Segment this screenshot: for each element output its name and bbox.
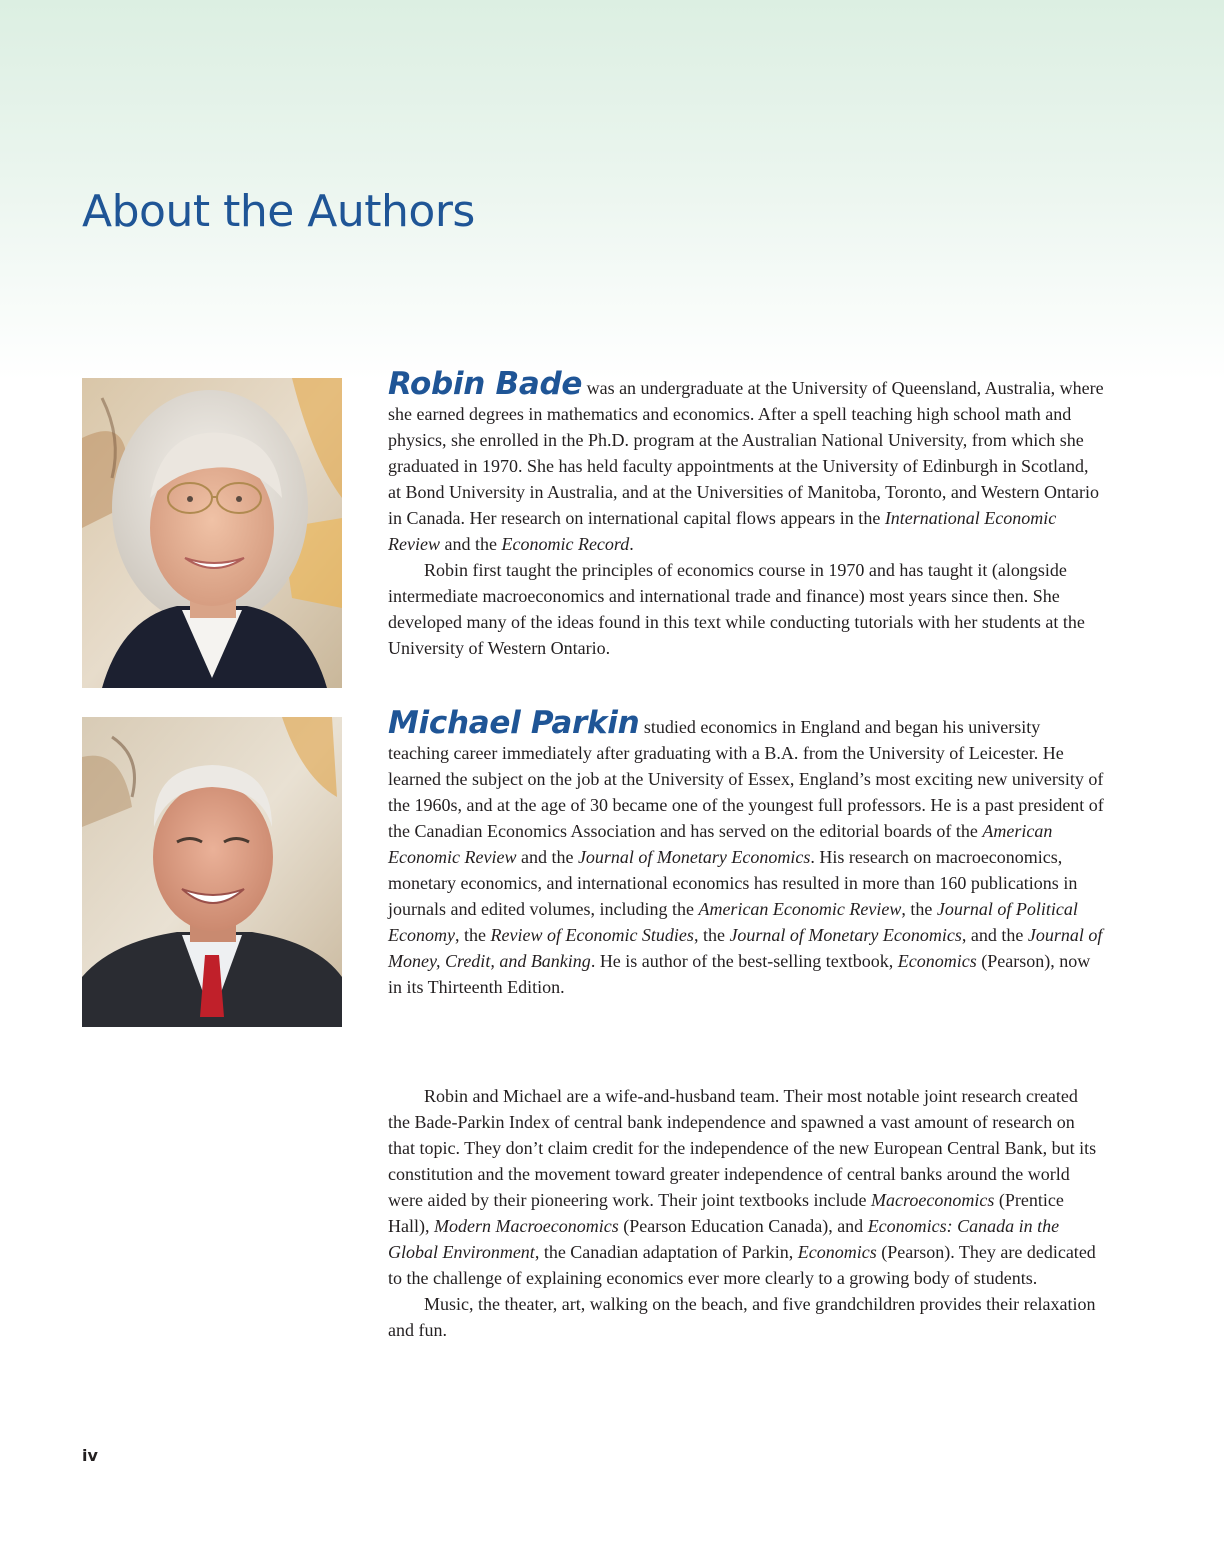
- bio-text: . He is author of the best-selling textbook,: [590, 951, 898, 971]
- bio-text: studied economics in England and began his university teaching career immediately after graduating with a B.A. from the University of Leicester. He learned the subject on the job at the University of Essex, England’s most exciting new university of the 1960s, and at the age of 30 became one of the youngest full professors. He is a past president of the Canadian Economics Association and has served on the editorial boards of the: [388, 717, 1104, 841]
- joint-paragraph-2: Music, the theater, art, walking on the beach, and five grandchildren provides their relaxation and fun.: [388, 1294, 1096, 1340]
- journal-title: Journal of Political Economy: [388, 899, 1078, 945]
- bio-text: (Pearson), now in its Thirteenth Edition.: [388, 951, 1091, 997]
- journal-title: International Economic Review: [388, 508, 1057, 554]
- robin-bade-photo: [82, 378, 342, 688]
- bio-text: was an undergraduate at the University of Queensland, Australia, where she earned degrees in mathematics and economics. After a spell teaching high school math and physics, she enrolled in the Ph.D. program at the Australian National University, from which she graduated in 1970. She has held faculty appointments at the University of Edinburgh in Scotland, at Bond University in Australia, and at the Universities of Manitoba, Toronto, and Western Ontario in Canada. Her research on international capital flows appears in the: [388, 378, 1104, 528]
- robin-bade-paragraph-1: [388, 366, 1104, 557]
- bio-text: , the: [901, 899, 937, 919]
- journal-title: Journal of Monetary Economics: [577, 847, 811, 867]
- michael-parkin-paragraph-1: [388, 705, 1104, 1000]
- bio-text: .: [629, 534, 634, 554]
- book-title: Economics: [797, 1242, 877, 1262]
- bio-text: , the: [454, 925, 491, 945]
- bio-text: (Pearson Education Canada), and: [618, 1216, 868, 1236]
- michael-parkin-photo: [82, 717, 342, 1027]
- book-title: Economics: Canada in the Global Environment: [388, 1216, 1060, 1262]
- bio-text: (Pearson). They are dedicated to the challenge of explaining economics ever more clearly to a growing body of students.: [388, 1242, 1096, 1288]
- joint-paragraph-1: [388, 1083, 1104, 1291]
- bio-text: , the: [693, 925, 730, 945]
- book-title: Macroeconomics: [871, 1190, 995, 1210]
- joint-bio: [388, 1083, 1104, 1343]
- michael-parkin-bio: [388, 705, 1104, 1000]
- book-title: Modern Macroeconomics: [433, 1216, 619, 1236]
- bio-text: , and the: [961, 925, 1028, 945]
- bio-text: , the Canadian adaptation of Parkin,: [534, 1242, 798, 1262]
- page-title: About the Authors: [82, 186, 475, 237]
- bio-text: and the: [516, 847, 578, 867]
- michael-parkin-name: Michael Parkin: [388, 705, 640, 741]
- journal-title: American Economic Review: [698, 899, 902, 919]
- bio-text: . His research on macroeconomics, monetary economics, and international economics has resulted in more than 160 publications in journals and edited volumes, including the: [388, 847, 1078, 919]
- robin-bade-name: Robin Bade: [388, 366, 583, 402]
- journal-title: Economic Record: [501, 534, 630, 554]
- bio-text: Robin and Michael are a wife-and-husband team. Their most notable joint research created the Bade-Parkin Index of central bank independence and spawned a vast amount of research on that topic. They don’t claim credit for the independence of the new European Central Bank, but its constitution and the movement toward greater independence of central banks around the world were aided by their pioneering work. Their joint textbooks include: [388, 1086, 1097, 1210]
- journal-title: American Economic Review: [388, 821, 1053, 867]
- page-number: iv: [82, 1446, 98, 1465]
- journal-title: Review of Economic Studies: [490, 925, 694, 945]
- journal-title: Journal of Monetary Economics: [729, 925, 962, 945]
- book-title: Economics: [897, 951, 977, 971]
- robin-bade-bio: [388, 366, 1104, 661]
- bio-text: and the: [439, 534, 502, 554]
- journal-title: Journal of Money, Credit, and Banking: [388, 925, 1103, 971]
- bio-text: (Prentice Hall),: [388, 1190, 1064, 1236]
- robin-bade-paragraph-2: Robin first taught the principles of economics course in 1970 and has taught it (alongside intermediate macroeconomics and international trade and finance) most years since then. She developed many of the ideas found in this text while conducting tutorials with her students at the University of Western Ontario.: [388, 560, 1085, 658]
